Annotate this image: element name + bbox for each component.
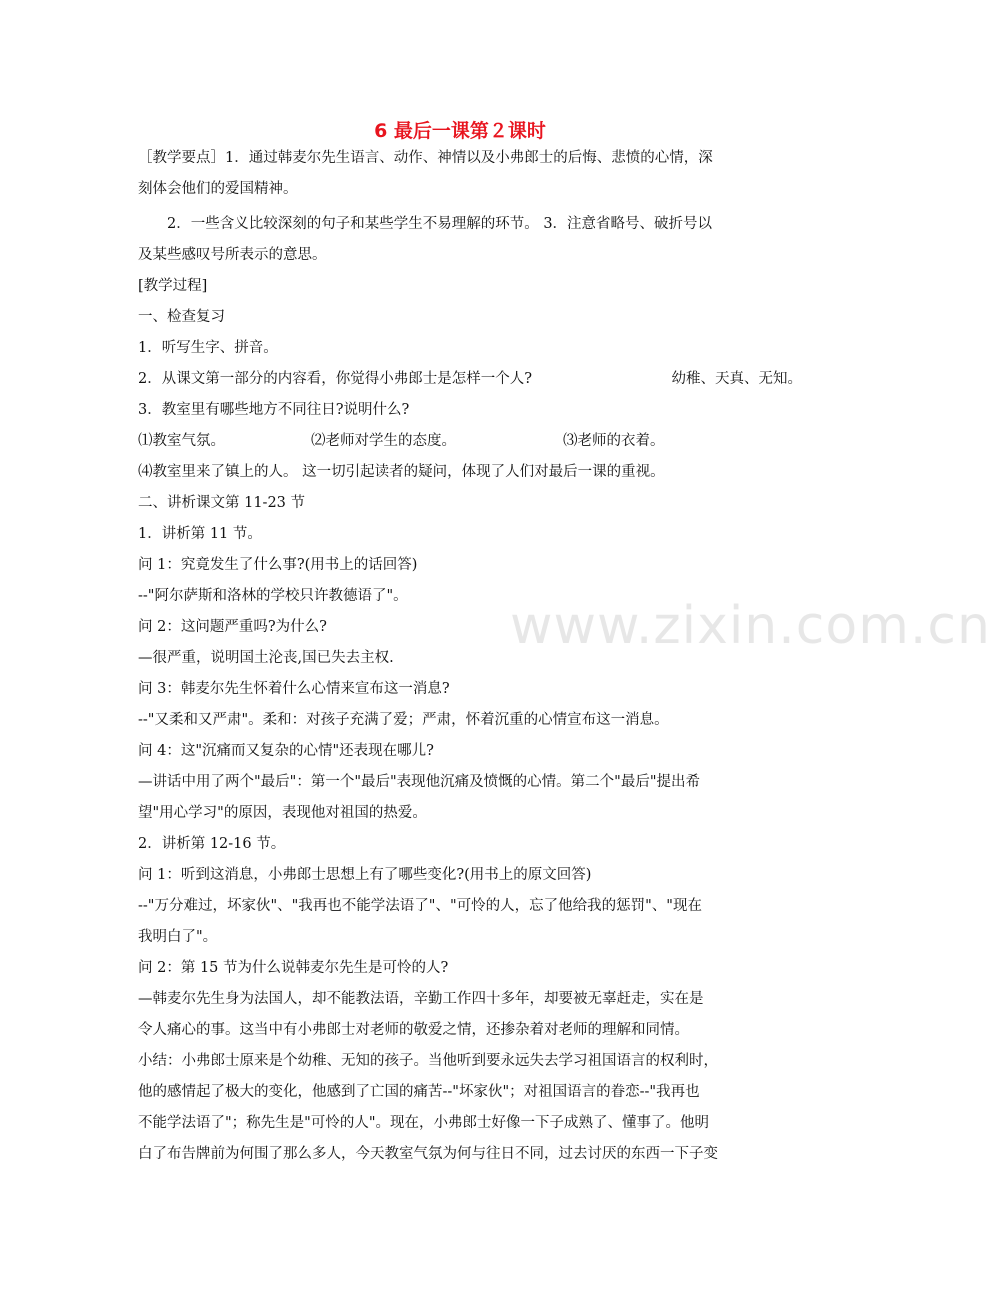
text-line: 2．一些含义比较深刻的句子和某些学生不易理解的环节。 3．注意省略号、破折号以 <box>167 216 713 232</box>
text-line: 不能学法语了"；称先生是"可怜的人"。现在，小弗郎士好像一下子成熟了、懂事了。他明 <box>138 1115 710 1131</box>
text-line: 1．讲析第 11 节。 <box>138 526 262 542</box>
text-line: 问 2：第 15 节为什么说韩麦尔先生是可怜的人? <box>138 960 449 976</box>
text-line: 白了布告牌前为何围了那么多人，今天教室气氛为何与往日不同，过去讨厌的东西一下子变 <box>138 1146 718 1162</box>
text-line: [教学过程] <box>138 278 208 294</box>
text-line: ［教学要点］1．通过韩麦尔先生语言、动作、神情以及小弗郎士的后悔、悲愤的心情，深 <box>138 150 713 166</box>
text-line <box>138 364 802 395</box>
text-line: 令人痛心的事。这当中有小弗郎士对老师的敬爱之情，还掺杂着对老师的理解和同情。 <box>138 1022 689 1038</box>
page-title: 6 最后一课第２课时 <box>374 120 546 142</box>
lesson-body <box>138 143 802 1170</box>
text-line: 1．听写生字、拼音。 <box>138 340 278 356</box>
text-line: --"阿尔萨斯和洛林的学校只许教德语了"。 <box>138 588 408 604</box>
text-line: --"又柔和又严肃"。柔和：对孩子充满了爱；严肃，怀着沉重的心情宣布这一消息。 <box>138 712 669 728</box>
text-line: —讲话中用了两个"最后"：第一个"最后"表现他沉痛及愤慨的心情。第二个"最后"提出希 <box>138 774 701 790</box>
list-item: ⑵老师对学生的态度。 <box>311 433 456 449</box>
text-line: 望"用心学习"的原因，表现他对祖国的热爱。 <box>138 805 427 821</box>
question-text: 2．从课文第一部分的内容看，你觉得小弗郎士是怎样一个人? <box>138 371 532 387</box>
text-line <box>138 426 802 457</box>
text-line: 及某些感叹号所表示的意思。 <box>138 247 327 263</box>
text-line: 小结：小弗郎士原来是个幼稚、无知的孩子。当他听到要永远失去学习祖国语言的权利时， <box>138 1053 718 1069</box>
text-line: 问 3：韩麦尔先生怀着什么心情来宣布这一消息? <box>138 681 450 697</box>
text-line: 我明白了"。 <box>138 929 218 945</box>
text-line: 2．讲析第 12-16 节。 <box>138 836 286 852</box>
watermark: www.zixin.com.cn <box>510 596 991 656</box>
section-heading: 二、讲析课文第 11-23 节 <box>138 495 306 511</box>
text-line: 刻体会他们的爱国精神。 <box>138 181 298 197</box>
text-line: 问 1：听到这消息，小弗郎士思想上有了哪些变化?(用书上的原文回答) <box>138 867 592 883</box>
answer-text: 幼稚、天真、无知。 <box>671 371 802 387</box>
text-line: 问 2：这问题严重吗?为什么? <box>138 619 327 635</box>
list-item: ⑴教室气氛。 <box>138 433 225 449</box>
text-line: 问 1：究竟发生了什么事?(用书上的话回答) <box>138 557 418 573</box>
text-line: 问 4：这"沉痛而又复杂的心情"还表现在哪儿? <box>138 743 434 759</box>
section-heading: 一、检查复习 <box>138 309 225 325</box>
text-line: —韩麦尔先生身为法国人，却不能教法语，辛勤工作四十多年，却要被无辜赶走，实在是 <box>138 991 704 1007</box>
text-line: —很严重，说明国土沦丧,国已失去主权. <box>138 650 394 666</box>
text-line: 3．教室里有哪些地方不同往日?说明什么? <box>138 402 410 418</box>
text-line: 他的感情起了极大的变化，他感到了亡国的痛苦--"坏家伙"；对祖国语言的眷恋--"我再也 <box>138 1084 700 1100</box>
list-item: ⑶老师的衣着。 <box>563 433 665 449</box>
text-line: --"万分难过，坏家伙"、"我再也不能学法语了"、"可怜的人，忘了他给我的惩罚"、"现在 <box>138 898 702 914</box>
text-line: ⑷教室里来了镇上的人。 这一切引起读者的疑问，体现了人们对最后一课的重视。 <box>138 464 665 480</box>
